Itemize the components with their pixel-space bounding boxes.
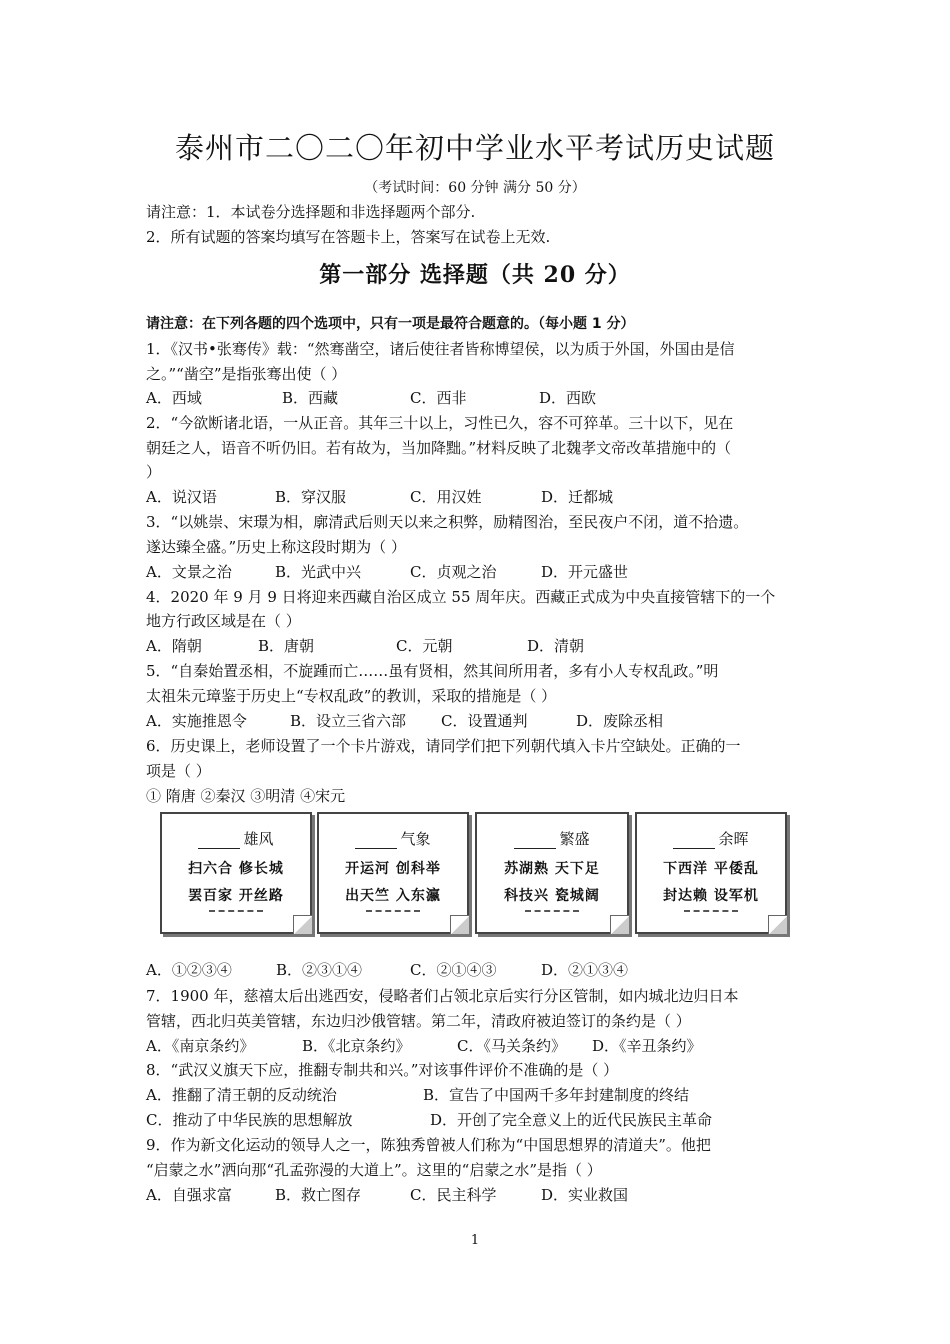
page-number: 1 (470, 1233, 480, 1248)
q3-option-d: D．开元盛世 (541, 563, 629, 581)
q1-option-c: C．西非 (410, 389, 467, 407)
section-title: 第一部分 选择题（共 20 分） (319, 262, 631, 288)
q4-option-d: D．清朝 (527, 637, 585, 655)
note-2: 2．所有试题的答案均填写在答题卡上，答案写在试卷上无效. (146, 228, 551, 246)
q6-option-d: D．②①③④ (541, 961, 629, 979)
question-1-line-2: 之。”“凿空”是指张骞出使（ ） (146, 365, 347, 383)
q4-option-b: B．唐朝 (258, 637, 315, 655)
q5-option-b: B．设立三省六部 (290, 712, 407, 730)
question-2-line-2: 朝廷之人，语音不听仍旧。若有故为，当加降黜。”材料反映了北魏孝文帝改革措施中的（ (146, 439, 732, 457)
question-3-line-1: 3．“以姚崇、宋璟为相，廓清武后则天以来之积弊，励精图治，至民夜户不闭，道不拾遗。 (146, 513, 749, 531)
card-blank (198, 834, 240, 849)
q6-option-a: A．①②③④ (146, 961, 232, 979)
q5-option-d: D．废除丞相 (576, 712, 664, 730)
q5-option-a: A．实施推恩令 (146, 712, 247, 730)
q7-option-a: A．《南京条约》 (146, 1037, 255, 1055)
card-1-head: 雄风 (243, 830, 274, 848)
exam-info: （考试时间：60 分钟 满分 50 分） (364, 180, 586, 196)
question-4-line-2: 地方行政区域是在（ ） (146, 612, 301, 630)
q3-option-c: C．贞观之治 (410, 563, 497, 581)
q5-option-c: C．设置通判 (441, 712, 528, 730)
card-2-row-1: 开运河 创科举 (345, 861, 441, 877)
q2-option-d: D．迁都城 (541, 488, 614, 506)
note-1: 请注意：1．本试卷分选择题和非选择题两个部分. (146, 203, 476, 221)
q8-option-d: D．开创了完全意义上的近代民族民主革命 (430, 1111, 713, 1129)
q6-option-b: B．②③①④ (276, 961, 363, 979)
q8-option-c: C．推动了中华民族的思想解放 (146, 1111, 353, 1129)
q7-option-d: D．《辛丑条约》 (592, 1037, 702, 1055)
card-3 (475, 812, 629, 934)
question-2-line-1: 2．“今欲断诸北语，一从正音。其年三十以上，习性已久，容不可猝革。三十以下，见在 (146, 414, 734, 432)
question-8-line-1: 8．“武汉义旗天下应，推翻专制共和兴。”对该事件评价不准确的是（ ） (146, 1061, 619, 1079)
q4-option-a: A．隋朝 (146, 637, 202, 655)
question-6-line-2: 项是（ ） (146, 762, 211, 780)
q1-option-b: B．西藏 (282, 389, 339, 407)
page-curl-icon (610, 915, 629, 934)
card-4-head: 余晖 (718, 830, 749, 848)
card-dash (684, 910, 738, 912)
question-7-line-2: 管辖，西北归英美管辖，东边归沙俄管辖。第二年，清政府被迫签订的条约是（ ） (146, 1012, 691, 1030)
q9-option-a: A．自强求富 (146, 1186, 232, 1204)
q8-option-a: A．推翻了清王朝的反动统治 (146, 1086, 337, 1104)
q8-option-b: B．宣告了中国两千多年封建制度的终结 (423, 1086, 690, 1104)
q2-option-a: A．说汉语 (146, 488, 217, 506)
question-3-line-2: 遂达臻全盛。”历史上称这段时期为（ ） (146, 538, 406, 556)
q4-option-c: C．元朝 (396, 637, 453, 655)
card-2 (317, 812, 469, 934)
card-dash (525, 910, 579, 912)
card-4 (635, 812, 787, 934)
q2-option-c: C．用汉姓 (410, 488, 482, 506)
card-4-row-2: 封达赖 设军机 (663, 888, 759, 904)
question-5-line-1: 5．“自秦始置丞相，不旋踵而亡……虽有贤相，然其间所用者，多有小人专权乱政。”明 (146, 662, 719, 680)
q9-option-c: C．民主科学 (410, 1186, 497, 1204)
card-2-row-2: 出天竺 入东瀛 (345, 888, 441, 904)
page-curl-icon (450, 915, 469, 934)
question-9-line-2: “启蒙之水”洒向那“孔孟弥漫的大道上”。这里的“启蒙之水”是指（ ） (146, 1161, 602, 1179)
card-blank (355, 834, 397, 849)
q7-option-b: B．《北京条约》 (302, 1037, 411, 1055)
q9-option-b: B．救亡图存 (275, 1186, 362, 1204)
question-7-line-1: 7．1900 年，慈禧太后出逃西安，侵略者们占领北京后实行分区管制，如内城北边归日本 (146, 987, 739, 1005)
card-3-row-1: 苏湖熟 天下足 (504, 861, 600, 877)
card-3-row-2: 科技兴 瓷城阔 (504, 888, 600, 904)
card-1-row-2: 罢百家 开丝路 (188, 888, 284, 904)
q1-option-a: A．西域 (146, 389, 202, 407)
q3-option-a: A．文景之治 (146, 563, 232, 581)
page-title: 泰州市二〇二〇年初中学业水平考试历史试题 (174, 131, 775, 165)
instruction: 请注意：在下列各题的四个选项中，只有一项是最符合题意的。（每小题 1 分） (146, 316, 635, 332)
card-dash (366, 910, 420, 912)
page-curl-icon (768, 915, 787, 934)
card-4-row-1: 下西洋 平倭乱 (663, 861, 759, 877)
question-6-line-1: 6．历史课上，老师设置了一个卡片游戏，请同学们把下列朝代填入卡片空缺处。正确的一 (146, 737, 741, 755)
page-curl-icon (293, 915, 312, 934)
card-dash (209, 910, 263, 912)
card-1 (160, 812, 312, 934)
card-2-head: 气象 (400, 830, 431, 848)
question-2-line-3: ） (146, 463, 162, 481)
q7-option-c: C．《马关条约》 (457, 1037, 566, 1055)
q9-option-d: D．实业救国 (541, 1186, 629, 1204)
q1-option-d: D．西欧 (539, 389, 597, 407)
question-9-line-1: 9．作为新文化运动的领导人之一，陈独秀曾被人们称为“中国思想界的清道夫”。他把 (146, 1136, 711, 1154)
question-6-dynasty-list: ① 隋唐 ②秦汉 ③明清 ④宋元 (146, 787, 346, 805)
q2-option-b: B．穿汉服 (275, 488, 347, 506)
question-4-line-1: 4．2020 年 9 月 9 日将迎来西藏自治区成立 55 周年庆。西藏正式成为中央直接管辖下的一个 (146, 588, 776, 606)
card-game-figure (160, 812, 790, 944)
card-blank (673, 834, 715, 849)
card-1-row-1: 扫六合 修长城 (188, 861, 284, 877)
q3-option-b: B．光武中兴 (275, 563, 362, 581)
q6-option-c: C．②①④③ (410, 961, 497, 979)
card-3-head: 繁盛 (559, 830, 590, 848)
question-1-line-1: 1．《汉书•张骞传》载：“然骞凿空，诸后使往者皆称博望侯，以为质于外国，外国由是信 (146, 340, 735, 358)
question-5-line-2: 太祖朱元璋鉴于历史上“专权乱政”的教训，采取的措施是（ ） (146, 687, 557, 705)
card-blank (514, 834, 556, 849)
